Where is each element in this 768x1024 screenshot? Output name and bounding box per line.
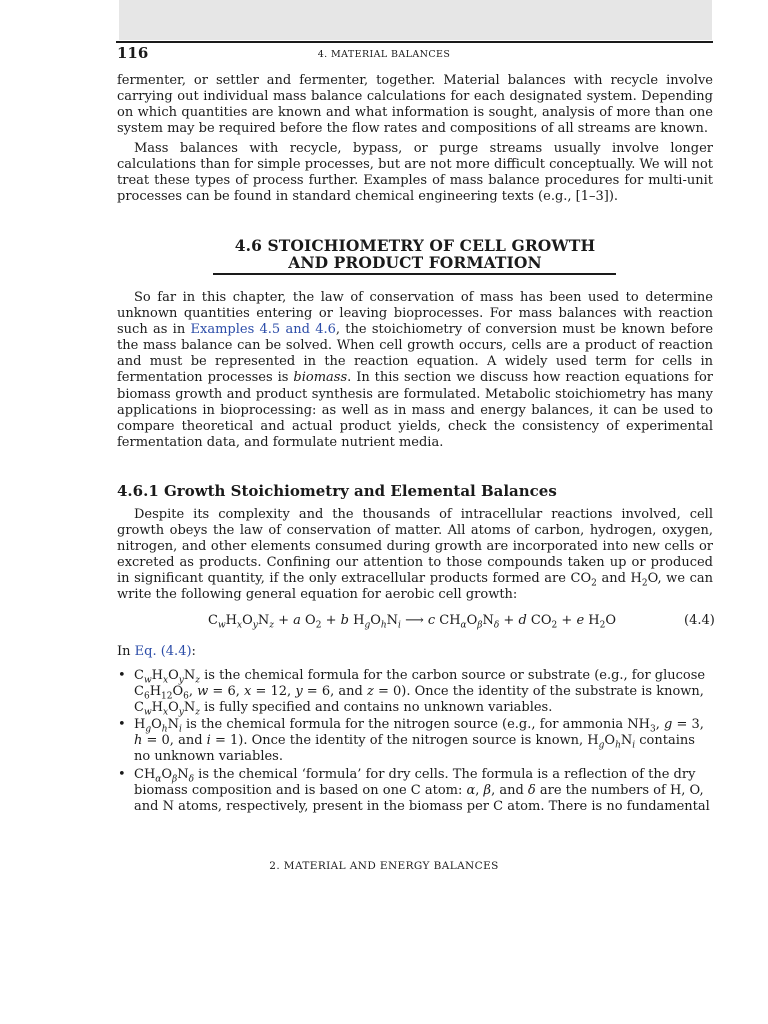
- subsection-title: 4.6.1 Growth Stoichiometry and Elemental Balances: [117, 482, 557, 500]
- list-item: • $CH_\alpha O_\beta N_\delta$ is the chemical ‘formula’ for dry cells. The formula is a reflection of the dry biomass composition and is based on one C atom: α, β, and δ are the numbers of H, O, and N atoms, respectively, present in the biomass per C atom. There is no fundamental: [118, 766, 710, 814]
- paragraph-recycle: Mass balances with recycle, bypass, or purge streams usually involve longer calculations than for simple processes, but are not more difficult conceptually. We will not treat these types of process further. Examples of mass balance procedures for multi-unit processes can be found in standard chemical engineering texts (e.g., [1–3]).: [117, 141, 713, 205]
- in-eq-label: In Eq. (4.4):: [117, 644, 196, 659]
- equation-link[interactable]: Eq. (4.4): [134, 644, 192, 659]
- equation-number: (4.4): [684, 613, 715, 628]
- bullet-icon: •: [118, 717, 126, 733]
- paragraph-intro-stoichiometry: So far in this chapter, the law of conservation of mass has been used to determine unknown quantities entering or leaving bioprocesses. For mass balances with reaction such as in Examples 4.5 and 4.6, the stoichiometry of conversion must be known before the mass balance can be solved. When cell growth occurs, cells are a product of reaction and must be represented in the reaction equation. A widely used term for cells in fermentation processes is biomass. In this section we discuss how reaction equations for biomass growth and product synthesis are formulated. Metabolic stoichiometry has many applications in bioprocessing: as well as in mass and energy balances, it can be used to compare theoretical and actual product yields, check the consistency of experimental fermentation data, and formulate nutrient media.: [117, 290, 714, 450]
- footer: 2. MATERIAL AND ENERGY BALANCES: [269, 860, 499, 872]
- page-number: 116: [117, 44, 149, 62]
- growth-equation: $C_wH_xO_yN_z + a$ $O_2 + b$ $H_gO_hN_i$ ⟶ c $CH_\alpha O_\beta N_\delta + d$ $CO_2 + e$ $H_2O$: [208, 613, 617, 631]
- section-title-line1: 4.6 STOICHIOMETRY OF CELL GROWTH: [234, 236, 596, 255]
- section-title-line2: AND PRODUCT FORMATION: [288, 253, 542, 272]
- examples-link[interactable]: Examples 4.5 and 4.6: [190, 322, 336, 338]
- list-item: • $C_wH_xO_yN_z$ is the chemical formula for the carbon source or substrate (e.g., for glucose $C_6H_{12}O_6$, w = 6, x = 12, y = 6, and z = 0). Once the identity of the substrate is known, $C_wH_xO_yN_z$ is fully specified and contains no unknown variables.: [118, 668, 706, 718]
- paragraph-continuation: fermenter, or settler and fermenter, together. Material balances with recycle involve carrying out individual mass balance calculations for each designated system. Depending on which quantities are known and what information is sought, analysis of more than one system may be required before the flow rates and compositions of all streams are known.: [117, 73, 713, 137]
- section-rule: [213, 273, 616, 275]
- running-head: 4. MATERIAL BALANCES: [317, 49, 451, 60]
- bullet-icon: •: [118, 668, 126, 683]
- top-gray-band: [119, 0, 712, 40]
- bullet-icon: •: [118, 766, 126, 782]
- bullet-list: [117, 668, 713, 816]
- section-title: [214, 237, 616, 271]
- list-item: • $H_gO_hN_i$ is the chemical formula for the nitrogen source (e.g., for ammonia $NH_3$, g = 3, h = 0, and i = 1). Once the identity of the nitrogen source is known, $H_gO_hN_i$ contains no unknown variables.: [118, 717, 704, 765]
- paragraph-growth-stoichiometry: Despite its complexity and the thousands of intracellular reactions involved, cell growth obeys the law of conservation of matter. All atoms of carbon, hydrogen, oxygen, nitrogen, and other elements consumed during growth are incorporated into new cells or excreted as products. Confining our attention to those compounds taken up or produced in significant quantity, if the only extracellular products formed are $CO_2$ and $H_2O$, we can write the following general equation for aerobic cell growth:: [117, 507, 713, 603]
- header-rule: [116, 41, 713, 43]
